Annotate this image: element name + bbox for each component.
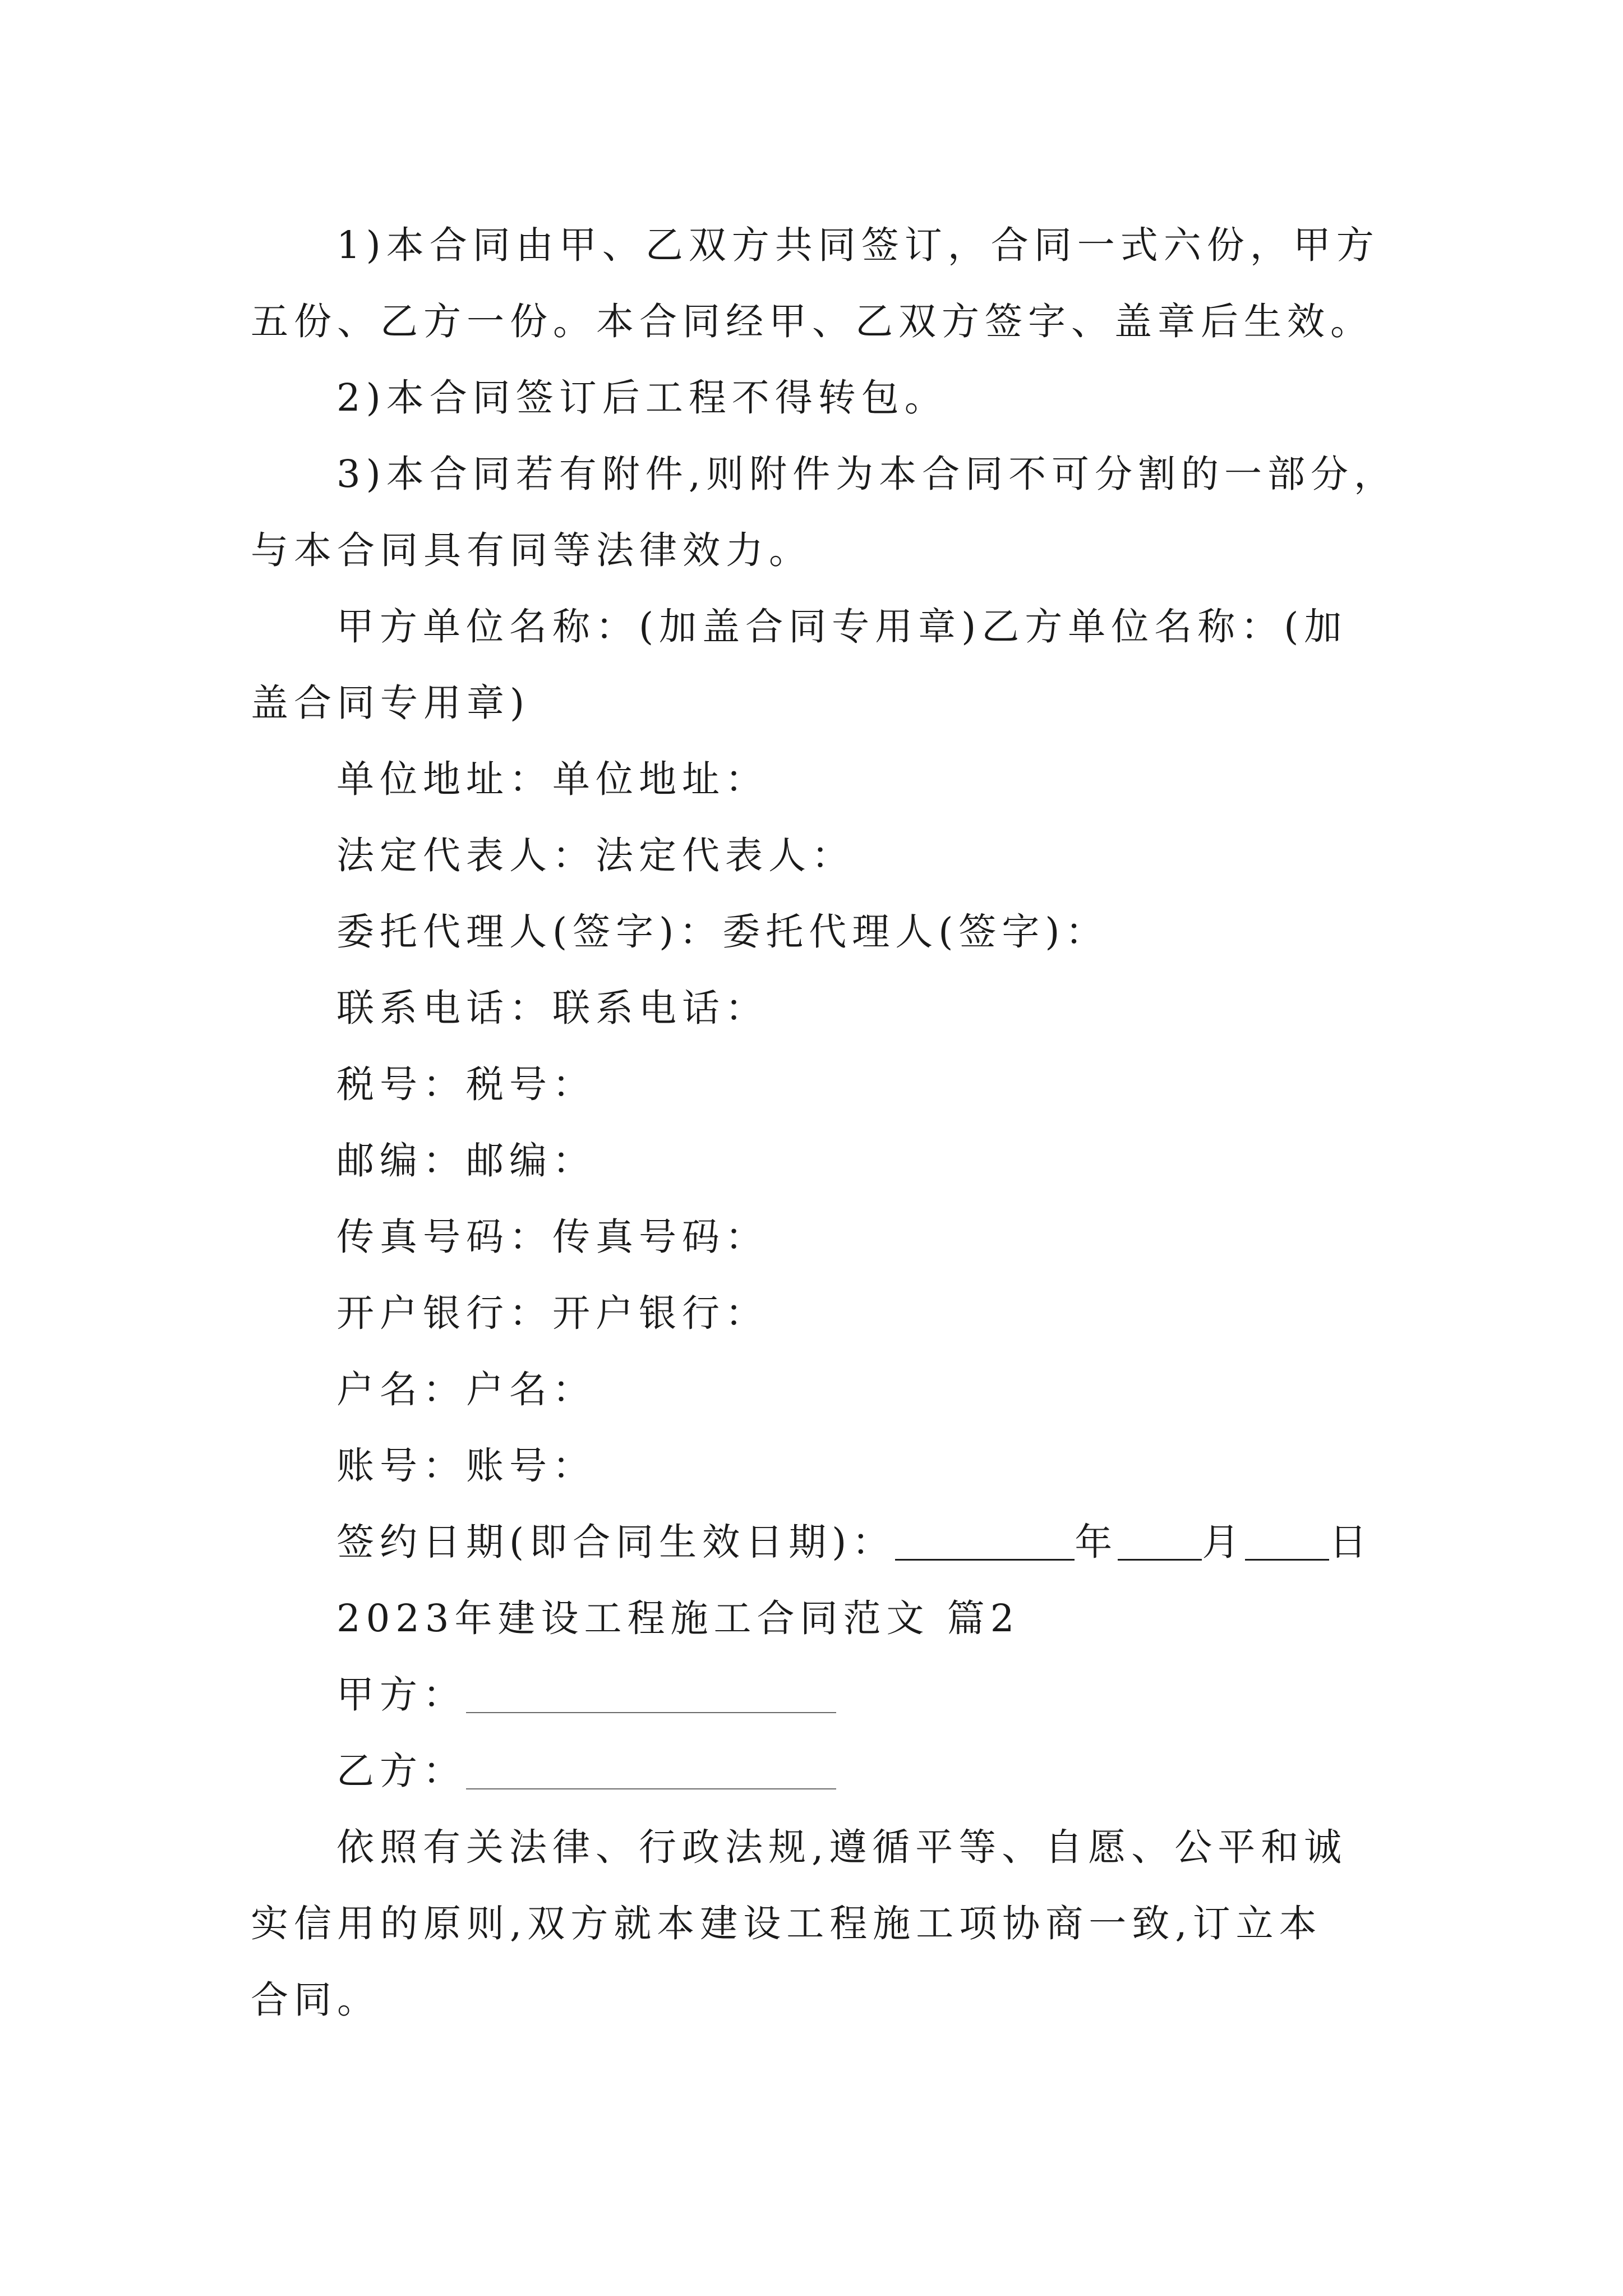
phone-field: 联系电话：联系电话：: [336, 986, 768, 1030]
clause-3-line-2: 与本合同具有同等法律效力。: [251, 528, 812, 572]
sign-date-label: 签约日期(即合同生效日期)：: [336, 1520, 896, 1564]
clause-1-line-1: 1)本合同由甲、乙双方共同签订，合同一式六份，甲方: [336, 223, 1380, 267]
day-label: 日: [1329, 1520, 1373, 1564]
month-label: 月: [1202, 1520, 1246, 1564]
section-title: 2023年建设工程施工合同范文 篇2: [336, 1596, 1020, 1640]
year-label: 年: [1075, 1520, 1118, 1564]
sign-date-line: [336, 1514, 1408, 1570]
clause-2: 2)本合同签订后工程不得转包。: [336, 376, 948, 420]
party-b-blank: [466, 1755, 836, 1789]
intro-line-1: 依照有关法律、行政法规,遵循平等、自愿、公平和诚: [336, 1825, 1348, 1869]
party-names-line-1: 甲方单位名称：(加盖合同专用章)乙方单位名称：(加: [336, 605, 1348, 648]
party-b-line: [336, 1743, 1408, 1799]
agent-field: 委托代理人(签字)：委托代理人(签字)：: [336, 910, 1109, 954]
intro-line-2: 实信用的原则,双方就本建设工程施工项协商一致,订立本: [251, 1902, 1322, 1945]
party-a-blank: [466, 1678, 836, 1713]
fax-field: 传真号码：传真号码：: [336, 1215, 768, 1259]
bank-field: 开户银行：开户银行：: [336, 1291, 768, 1335]
day-blank: [1245, 1525, 1329, 1561]
account-number-field: 账号：账号：: [336, 1444, 596, 1488]
address-field: 单位地址：单位地址：: [336, 757, 768, 801]
party-a-line: [336, 1667, 1408, 1723]
tax-number-field: 税号：税号：: [336, 1062, 596, 1106]
party-names-line-2: 盖合同专用章): [251, 681, 531, 725]
postcode-field: 邮编：邮编：: [336, 1139, 596, 1182]
account-name-field: 户名：户名：: [336, 1368, 596, 1411]
party-a-label: 甲方：: [336, 1673, 466, 1717]
party-b-label: 乙方：: [336, 1749, 466, 1793]
intro-line-3: 合同。: [251, 1978, 380, 2022]
month-blank: [1118, 1525, 1202, 1561]
legal-representative-field: 法定代表人：法定代表人：: [336, 834, 855, 877]
clause-1-line-2: 五份、乙方一份。本合同经甲、乙双方签字、盖章后生效。: [251, 300, 1373, 343]
year-blank: [895, 1525, 1075, 1561]
clause-3-line-1: 3)本合同若有附件,则附件为本合同不可分割的一部分，: [336, 452, 1398, 496]
